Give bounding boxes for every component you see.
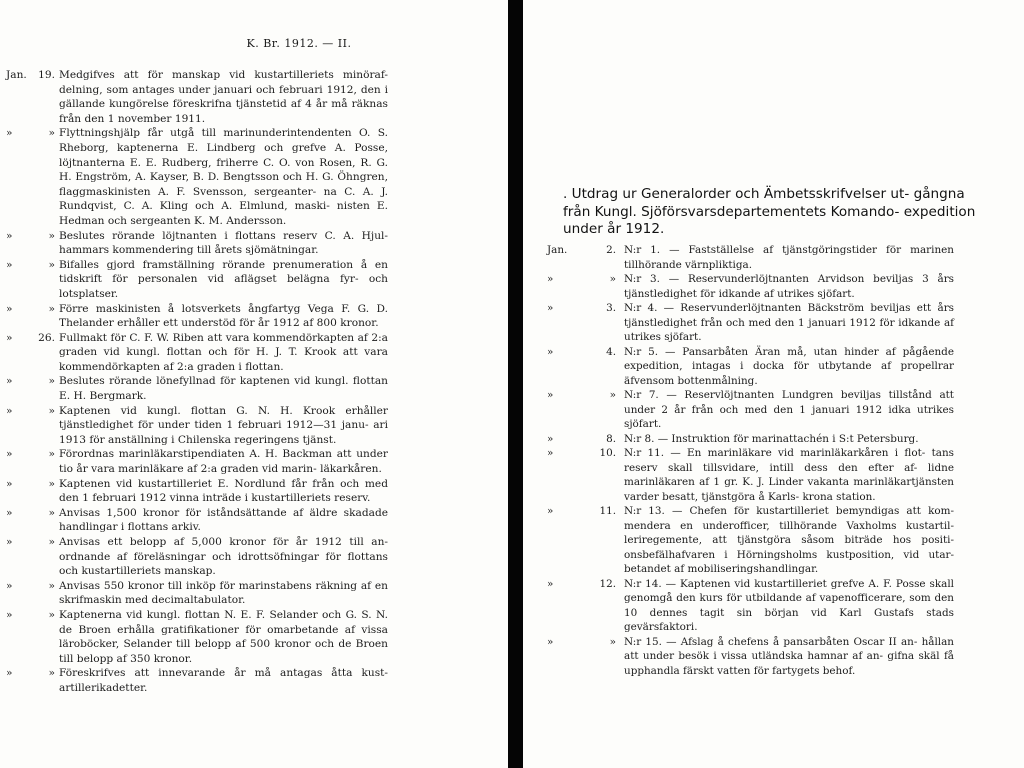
entry-day: 10. <box>599 447 616 459</box>
entry-day: » <box>609 389 616 401</box>
entry-text: Förre maskinisten å lotsverkets ångfartyg Vega F. G. D. Thelander erhåller ett understöd för år 1912 af 800 kronor. <box>59 302 388 330</box>
entry-day: 4. <box>606 345 616 358</box>
left-entry-list <box>0 68 508 696</box>
list-item <box>523 577 1024 635</box>
entry-month: » <box>547 302 554 314</box>
list-item <box>523 345 1024 389</box>
entry-month: » <box>6 404 13 417</box>
entry-month: » <box>547 635 554 648</box>
entry-month: » <box>6 448 13 461</box>
entry-day: 2. <box>606 244 616 256</box>
list-item <box>523 388 1024 432</box>
entry-day: » <box>48 127 55 140</box>
entry-text: Anvisas ett belopp af 5,000 kronor för år 1912 till an- ordnande af föreläsningar och idrottsöfningar för flottans och kustartilleriets manskap. <box>59 536 388 578</box>
entry-text: Förordnas marinläkarstipendiaten A. H. Backman att under tio år vara marinläkare af 2:a graden vid marin- läkarkåren. <box>59 448 388 476</box>
entry-text: Medgifves att för manskap vid kustartilleriets minöraf- delning, som antages under januari och februari 1912, den i gällande kungörelse föreskrifna tjänstetid af 4 år må räknas från den 1 november 1911. <box>59 69 388 125</box>
entry-day: 8. <box>606 432 616 445</box>
entry-month: » <box>547 389 554 401</box>
list-item <box>523 432 1024 447</box>
list-item <box>523 272 1024 301</box>
entry-text: Fullmakt för C. F. W. Riben att vara kommendörkapten af 2:a graden vid kungl. flottan och för H. J. T. Krook att vara kommendörkapten af 2:a graden i flottan. <box>59 331 388 373</box>
entry-text: Beslutes rörande löjtnanten i flottans reserv C. A. Hjul- hammars kommendering till årets sjömätningar. <box>59 229 388 257</box>
list-item <box>0 374 508 403</box>
entry-day: » <box>48 375 55 388</box>
running-header: K. Br. 1912. — II. <box>246 37 352 50</box>
list-item <box>0 447 508 476</box>
entry-month: » <box>547 273 554 285</box>
entry-text: Föreskrifves att innevarande år må antagas åtta kust- artillerikadetter. <box>59 667 388 694</box>
entry-month: » <box>6 477 13 490</box>
entry-month: » <box>6 506 13 519</box>
entry-text: Kaptenerna vid kungl. flottan N. E. F. Selander och G. S. N. de Broen erhålla gratifikationer för omarbetande af vissa läroböcker, Selander till belopp af 500 kronor och de Broen till belopp af 350 kronor. <box>59 608 388 665</box>
list-item <box>0 608 508 666</box>
entry-month: » <box>547 505 554 517</box>
entry-text: N:r 7. — Reservlöjtnanten Lundgren beviljas tillstånd att under 2 år från och med den 1 januari 1912 idka utrikes sjöfart. <box>624 389 954 430</box>
list-item <box>0 331 508 375</box>
entry-day: » <box>48 404 55 417</box>
list-item <box>0 258 508 302</box>
list-item <box>0 68 508 126</box>
list-item <box>523 243 1024 272</box>
entry-month: » <box>6 127 13 140</box>
entry-day: 26. <box>38 331 55 344</box>
entry-month: » <box>547 447 554 459</box>
list-item <box>0 229 508 258</box>
right-entry-list <box>523 243 1024 678</box>
entry-month: » <box>547 432 554 445</box>
list-item <box>523 446 1024 504</box>
entry-text: Beslutes rörande lönefyllnad för kaptenen vid kungl. flottan E. H. Bergmark. <box>59 375 388 403</box>
entry-day: » <box>48 667 55 680</box>
list-item <box>523 504 1024 577</box>
list-item <box>0 126 508 228</box>
entry-text: N:r 3. — Reservunderlöjtnanten Arvidson beviljas 3 års tjänstledighet för idkande af utrikes sjöfart. <box>624 273 954 300</box>
entry-text: Bifalles gjord framställning rörande prenumeration å en tidskrift för personalen vid aflägset belägna fyr- och lotsplatser. <box>59 258 388 300</box>
entry-day: » <box>48 448 55 461</box>
list-item <box>523 301 1024 345</box>
entry-text: Flyttningshjälp får utgå till marinunderintendenten O. S. Rheborg, kaptenerna E. Lindberg och grefve A. Posse, löjtnanterna E. E. Rudberg, friherre C. O. von Rosen, R. G. H. Engström, A. Kayser, B. D. Bengtsson och H. G. Öhngren, flaggmaskinisten A. F. Svensson, sergeanter- na C. A. J. Rundqvist, C. A. Kling och A. Elmlund, maski- nisten E. Hedman och sergeanten K. M. Andersson. <box>59 127 388 227</box>
entry-text: N:r 5. — Pansarbåten Äran må, utan hinder af pågående expedition, intagas i docka för utbytande af propellrar äfvensom bottenmålning. <box>624 345 954 387</box>
entry-month: » <box>6 579 13 592</box>
entry-day: » <box>48 477 55 490</box>
entry-text: N:r 4. — Reservunderlöjtnanten Bäckström beviljas ett års tjänstledighet från och med den 1 januari 1912 för idkande af utrikes sjöfart. <box>624 302 954 343</box>
entry-month: Jan. <box>6 69 27 81</box>
entry-month: » <box>547 345 554 358</box>
entry-month: » <box>6 375 13 388</box>
entry-month: » <box>6 229 13 242</box>
entry-day: 3. <box>606 302 616 314</box>
list-item <box>0 302 508 331</box>
entry-day: » <box>48 608 55 621</box>
list-item <box>0 666 508 695</box>
entry-day: 11. <box>599 505 616 517</box>
entry-month: » <box>6 258 13 271</box>
entry-text: Anvisas 1,500 kronor för iståndsättande af äldre skadade handlingar i flottans arkiv. <box>59 506 388 534</box>
entry-text: Kaptenen vid kustartilleriet E. Nordlund får från och med den 1 februari 1912 vinna inträde i kustartilleriets reserv. <box>59 477 388 505</box>
entry-text: Kaptenen vid kungl. flottan G. N. H. Krook erhåller tjänstledighet för under tiden 1 februari 1912—31 janu- ari 1913 för anställning i Chilenska regeringens tjänst. <box>59 404 388 446</box>
entry-month: » <box>6 536 13 548</box>
entry-text: N:r 13. — Chefen för kustartilleriet bemyndigas att kom- mendera en underofficer, tillhörande Vaxholms kustartil- leriregemente, att tjänstgöra såsom biträde hos positi- onsbefälhafvaren i Hörningsholms kustposition, vid utar- betandet af mobiliseringshandlingar. <box>624 505 954 575</box>
entry-text: N:r 14. — Kaptenen vid kustartilleriet grefve A. F. Posse skall genomgå den kurs för utbildande af vapenofficerare, som den 10 dennes tagit sin början vid Karl Gustafs stads gevärsfaktori. <box>624 577 954 633</box>
list-item <box>0 506 508 535</box>
entry-day: » <box>609 635 616 648</box>
entry-day: » <box>48 536 55 548</box>
entry-day: » <box>48 579 55 592</box>
entry-month: » <box>6 608 13 621</box>
right-page <box>523 0 1024 768</box>
list-item <box>0 535 508 579</box>
entry-month: Jan. <box>547 244 568 256</box>
entry-text: N:r 15. — Afslag å chefens å pansarbåten Oscar II an- hållan att under besök i vissa utländska hamnar af an- gifna skäl få upphandla färskt vatten för fartygets behof. <box>624 635 954 677</box>
book-gutter <box>508 0 523 768</box>
list-item <box>0 579 508 608</box>
entry-text: Anvisas 550 kronor till inköp för marinstabens räkning af en skrifmaskin med decimaltabulator. <box>59 579 388 607</box>
entry-month: » <box>6 667 13 680</box>
entry-text: N:r 8. — Instruktion för marinattachén i S:t Petersburg. <box>624 432 919 445</box>
list-item <box>0 477 508 506</box>
entry-day: » <box>609 273 616 285</box>
list-item <box>523 635 1024 679</box>
entry-text: N:r 1. — Fastställelse af tjänstgöringstider för marinen tillhörande värnpliktiga. <box>624 244 954 271</box>
entry-month: » <box>547 577 554 590</box>
section-title: . Utdrag ur Generalorder och Ämbetsskrifvelser ut- gångna från Kungl. Sjöförsvarsdepartementets Komando- expedition under år 1912. <box>563 186 976 237</box>
list-item <box>0 404 508 448</box>
entry-month: » <box>6 331 13 344</box>
entry-day: » <box>48 302 55 315</box>
left-page <box>0 0 508 768</box>
entry-day: 12. <box>599 577 616 590</box>
entry-day: » <box>48 506 55 519</box>
entry-day: » <box>48 258 55 271</box>
entry-day: 19. <box>38 69 55 81</box>
entry-month: » <box>6 302 13 315</box>
entry-day: » <box>48 229 55 242</box>
entry-text: N:r 11. — En marinläkare vid marinläkarkåren i flot- tans reserv skall tillsvidare, intill dess den efter af- lidne marinläkaren af 1 gr. K. J. Linder vakanta marinläkartjänsten varder besatt, tjänstgöra å Karls- krona station. <box>624 447 954 503</box>
